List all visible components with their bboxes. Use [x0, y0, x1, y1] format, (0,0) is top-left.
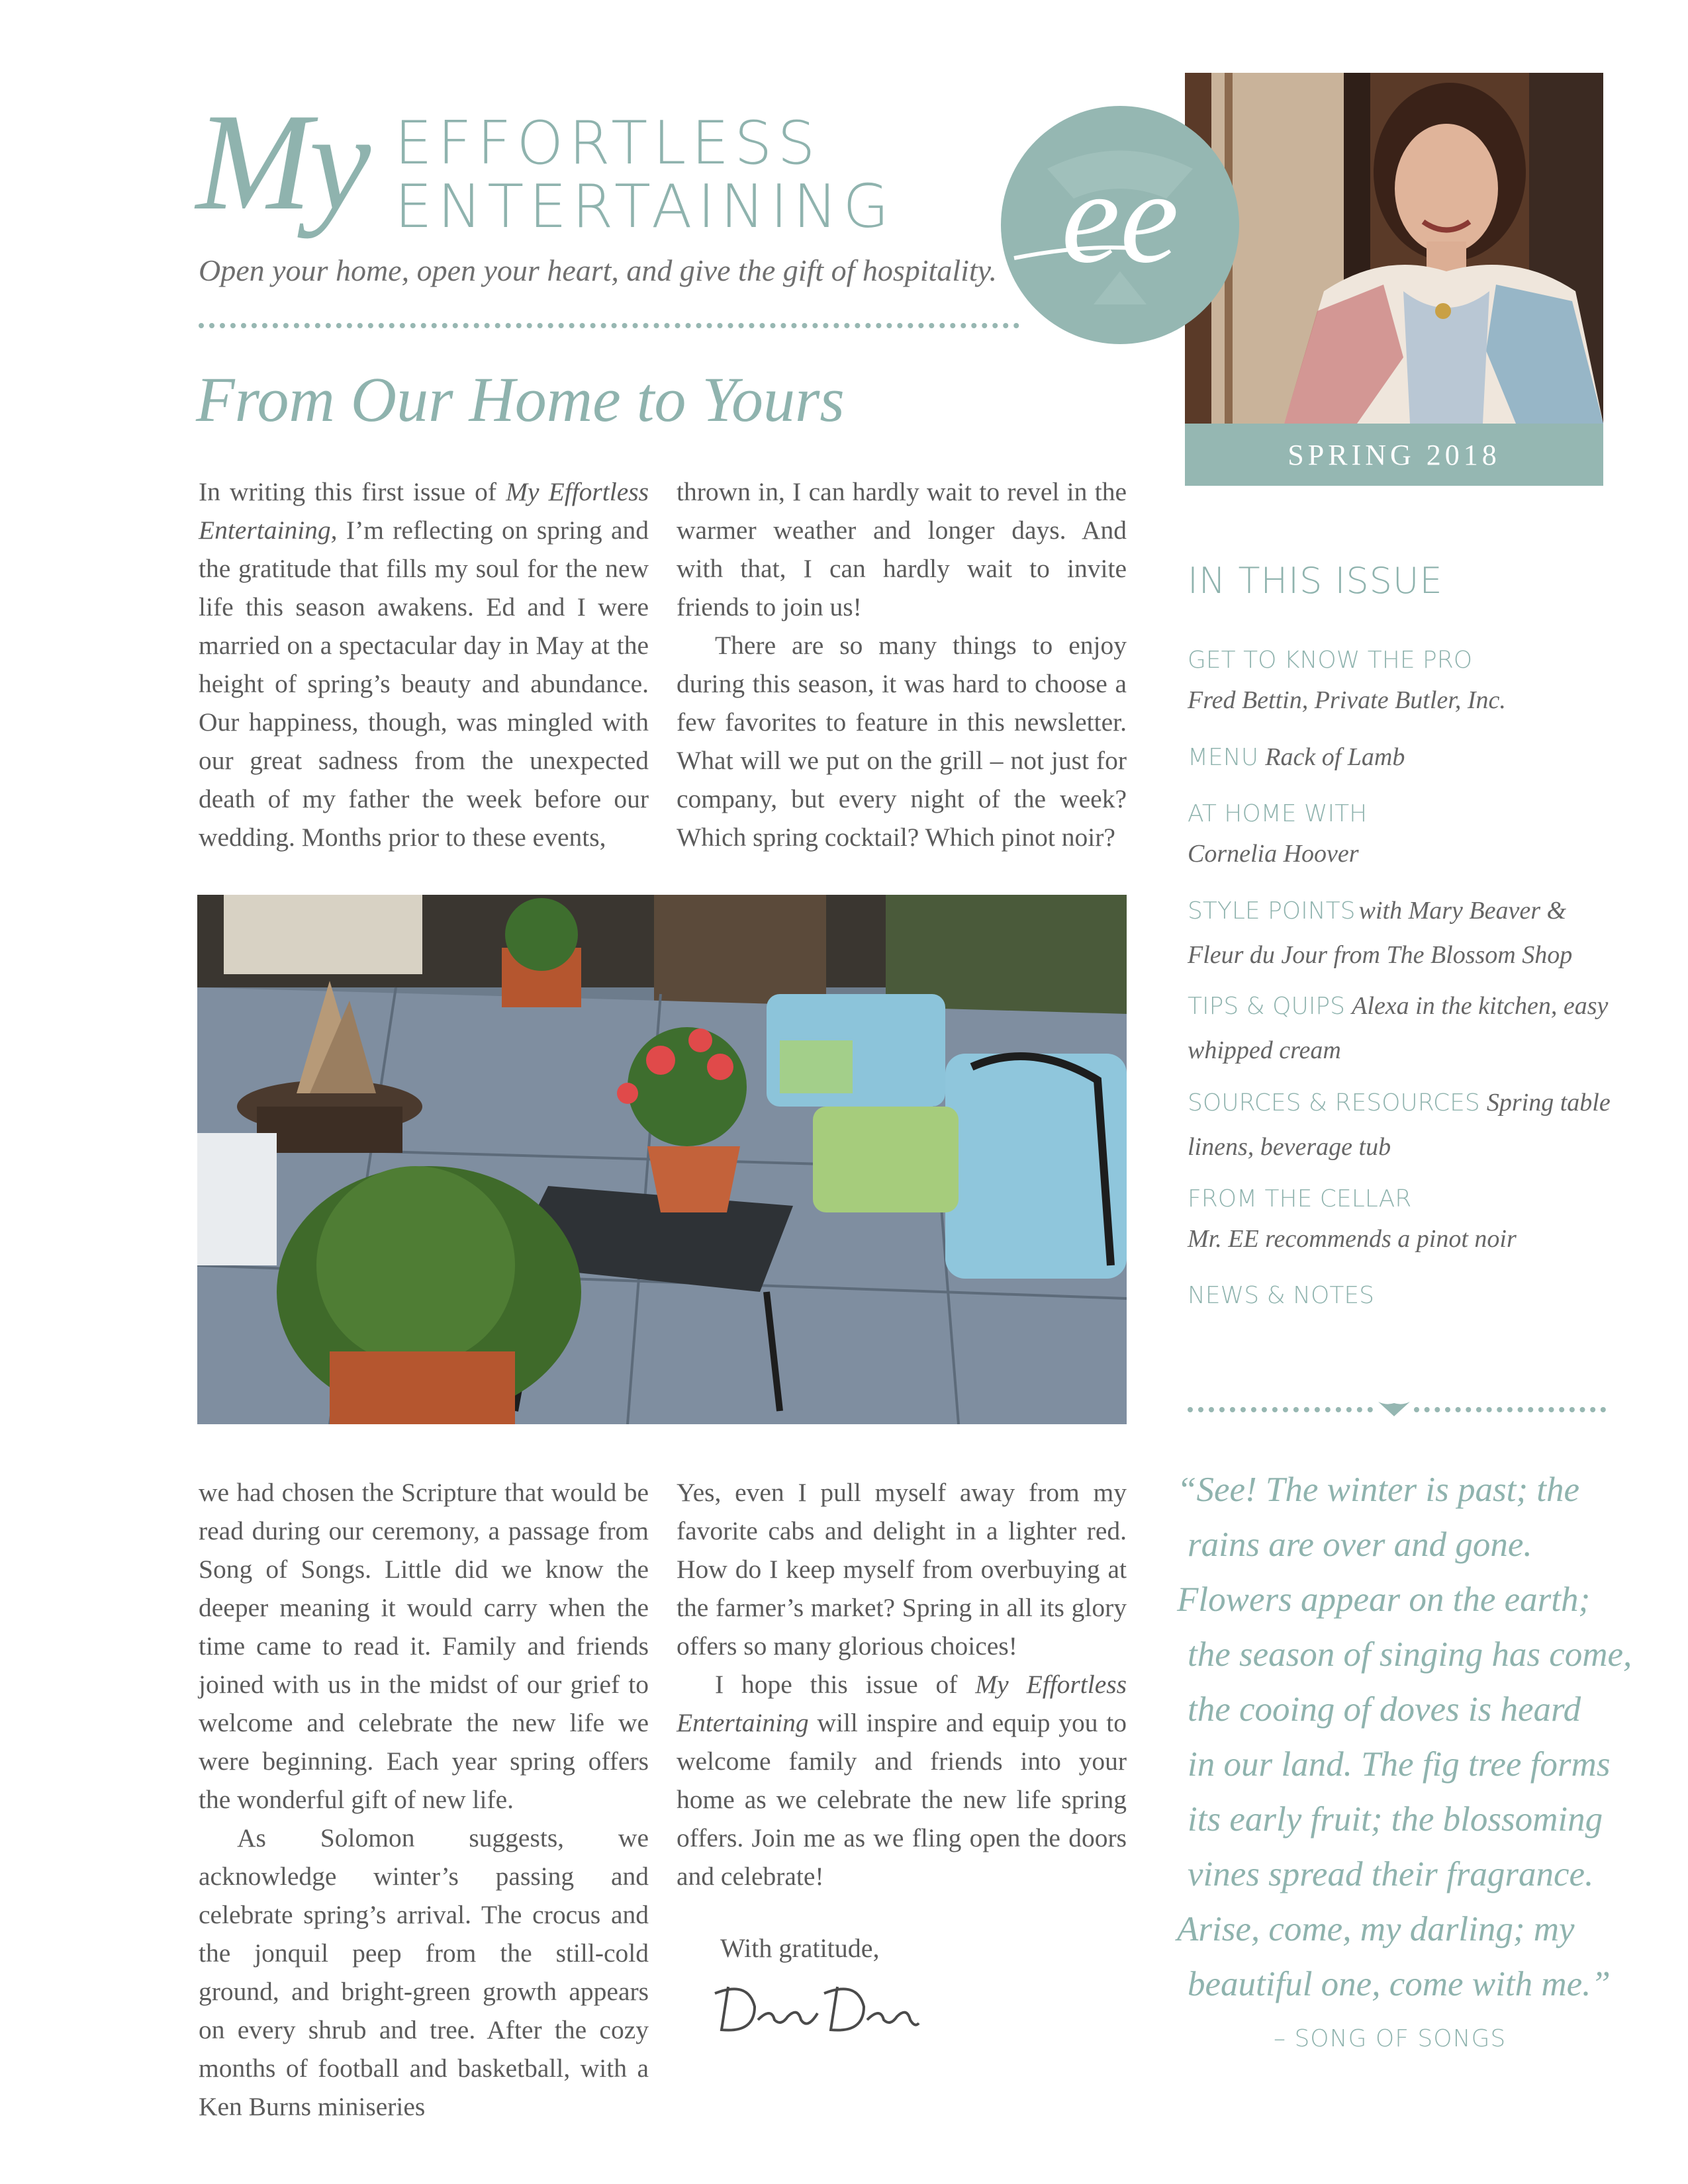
- masthead-entertaining: ENTERTAINING: [395, 172, 895, 242]
- article-column-1-bottom: [199, 1473, 649, 2126]
- ee-logo-badge: [1001, 106, 1239, 344]
- paragraph: Yes, even I pull myself away from my favorite cabs and delight in a lighter red. How do I keep myself from overbuying at the farmer’s market? Spring in all its glory offers so many glorious choices!: [677, 1478, 1127, 1661]
- quote-source: – SONG OF SONGS: [1274, 2025, 1507, 2052]
- signature: [708, 1974, 920, 2046]
- tagline: Open your home, open your heart, and give the gift of hospitality.: [199, 253, 998, 287]
- paragraph: I hope this issue of My Effortless Entertaining will inspire and equip you to welcome family and friends into your home as we celebrate the new life spring offers. Join me as we fling open the doors and celebrate!: [677, 1670, 1127, 1891]
- leaf-ornament-icon: [1376, 1396, 1413, 1423]
- masthead-my: My: [196, 85, 369, 239]
- issue-item: STYLE POINTS with Mary Beaver & Fleur du Jour from The Blossom Shop: [1188, 897, 1573, 969]
- issue-item: SOURCES & RESOURCES Spring table linens, beverage tub: [1188, 1089, 1611, 1161]
- patio-photo: [197, 895, 1127, 1424]
- article-title: From Our Home to Yours: [196, 364, 845, 435]
- paragraph: As Solomon suggests, we acknowledge winter’s passing and celebrate spring’s arrival. The crocus and the jonquil peep from the still-cold ground, and bright-green growth appears on every shrub and tree. After the cozy months of football and basketball, with a Ken Burns miniseries: [199, 1823, 649, 2121]
- issue-item: MENU Rack of Lamb: [1188, 743, 1405, 771]
- in-this-issue-heading: IN THIS ISSUE: [1188, 560, 1443, 602]
- season-banner: [1185, 424, 1603, 486]
- signoff: With gratitude,: [720, 1933, 880, 1963]
- issue-item: AT HOME WITH Cornelia Hoover: [1188, 800, 1368, 868]
- article-column-2-top: [677, 473, 1127, 856]
- issue-item: FROM THE CELLAR Mr. EE recommends a pinot noir: [1188, 1185, 1517, 1253]
- season-label: SPRING 2018: [1288, 438, 1501, 471]
- ee-logo-letters: ee: [1061, 144, 1179, 291]
- dotted-divider: [1188, 1407, 1373, 1412]
- dotted-divider: [1414, 1407, 1606, 1412]
- issue-item: NEWS & NOTES: [1188, 1282, 1374, 1309]
- issue-item: GET TO KNOW THE PRO Fred Bettin, Private Butler, Inc.: [1188, 647, 1506, 714]
- scripture-quote: “See! The winter is past; the rains are over and gone. Flowers appear on the earth; the season of singing has come, the cooing of doves is heard in our land. The fig tree forms its early fruit; the blossoming vines spread their fragrance. Arise, come, my darling; my beautiful one, come with me.”: [1177, 1471, 1632, 2003]
- dotted-divider: [199, 323, 1019, 328]
- masthead-effortless: EFFORTLESS: [395, 109, 821, 178]
- paragraph: thrown in, I can hardly wait to revel in the warmer weather and longer days. And with that, I can hardly wait to invite friends to join us!: [677, 477, 1127, 621]
- article-column-2-bottom: [677, 1473, 1127, 1895]
- paragraph: In writing this first issue of My Effortless Entertaining, I’m reflecting on spring and the gratitude that fills my soul for the new life this season awakens. Ed and I were married on a spectacular day in May at the height of spring’s beauty and abundance. Our happiness, though, was mingled with our great sadness from the unexpected death of my father the week before our wedding. Months prior to these events,: [199, 477, 649, 852]
- paragraph: There are so many things to enjoy during this season, it was hard to choose a few favorites to feature in this newsletter. What will we put on the grill – not just for company, but every night of the week? Which spring cocktail? Which pinot noir?: [677, 631, 1127, 852]
- article-column-1-top: [199, 473, 649, 856]
- portrait-photo: [1185, 73, 1603, 424]
- paragraph: we had chosen the Scripture that would be read during our ceremony, a passage from Song of Songs. Little did we know the deeper meaning it would carry when the time came to read it. Family and friends joined with us in the midst of our grief to welcome and celebrate the new life we were beginning. Each year spring offers the wonderful gift of new life.: [199, 1478, 649, 1814]
- issue-item: TIPS & QUIPS Alexa in the kitchen, easy whipped cream: [1188, 992, 1609, 1064]
